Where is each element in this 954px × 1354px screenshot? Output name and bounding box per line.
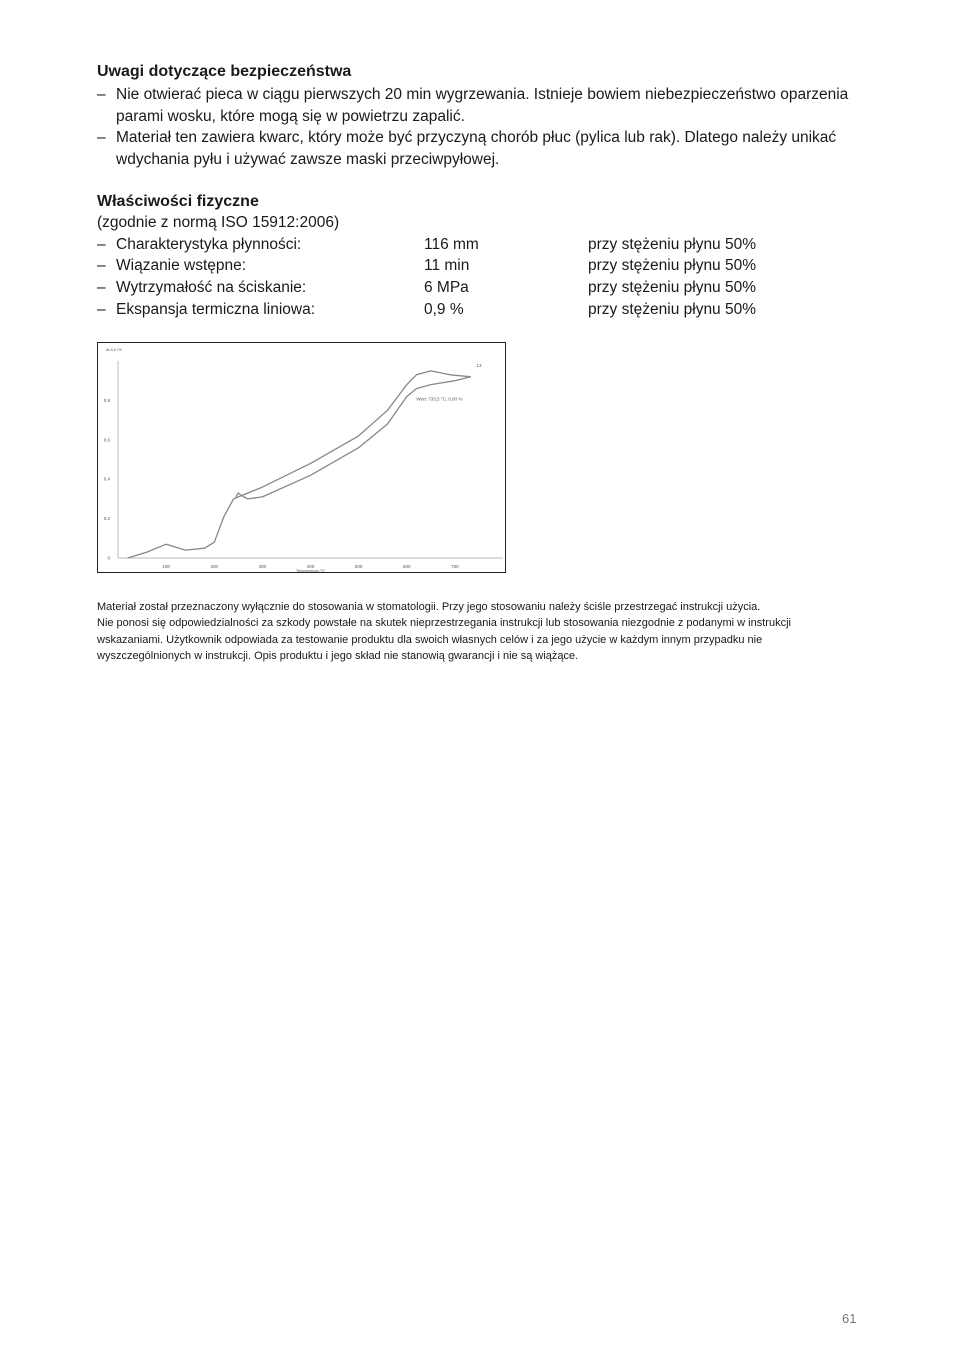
property-name: Ekspansja termiczna liniowa: — [116, 301, 316, 318]
property-condition: przy stężeniu płynu 50% — [588, 236, 757, 253]
disclaimer — [97, 599, 857, 664]
y-tick-label: 0.8 — [103, 397, 110, 403]
page-number: 61 — [842, 1311, 857, 1326]
chart-canvas — [98, 343, 505, 572]
x-tick-label: 100 — [162, 564, 170, 569]
x-tick-label: 300 — [258, 564, 267, 569]
safety-item — [97, 84, 857, 127]
safety-heading: Uwagi dotyczące bezpieczeństwa — [97, 63, 352, 80]
safety-item-text: Materiał ten zawiera kwarc, który może być przyczyną chorób płuc (pylica lub rak). Dlatego należy unikać wdychania pyłu i używać zawsze maski przeciwpyłowej. — [116, 129, 837, 168]
property-value: 0,9 % — [424, 301, 464, 318]
property-condition: przy stężeniu płynu 50% — [588, 257, 757, 274]
x-tick-label: 200 — [210, 564, 219, 569]
y-tick-label: 0.2 — [103, 516, 110, 522]
property-condition: przy stężeniu płynu 50% — [588, 279, 757, 296]
property-condition: przy stężeniu płynu 50% — [588, 301, 757, 318]
x-tick-label: 700 — [451, 564, 459, 569]
dash-marker: – — [97, 257, 106, 274]
x-tick-label: 600 — [402, 564, 411, 569]
property-value: 116 mm — [424, 236, 479, 253]
property-name: Wiązanie wstępne: — [116, 257, 247, 274]
y-axis-label: dL/L0 /% — [106, 347, 122, 352]
safety-item-text: Nie otwierać pieca w ciągu pierwszych 20 min wygrzewania. Istnieje bowiem niebezpieczeństwo oparzenia parami wosku, które mogą się w powietrzu zapalić. — [116, 86, 849, 125]
property-value: 11 min — [424, 257, 470, 274]
y-tick-label: 0.6 — [103, 437, 110, 443]
chart-annotation: Wert: 733,5 °C, 0,93 % — [416, 396, 463, 402]
property-row — [97, 255, 797, 277]
thermal-expansion-chart — [97, 342, 506, 573]
property-name: Charakterystyka płynności: — [116, 236, 302, 253]
x-tick-label: 400 — [306, 564, 315, 569]
property-row — [97, 299, 797, 321]
property-value: 6 MPa — [424, 279, 469, 296]
disclaimer-line: Nie ponosi się odpowiedzialności za szkody powstałe na skutek nieprzestrzegania instrukcji lub stosowania niezgodnie z podanymi w instrukcji wskazaniami. Użytkownik odpowiada za testowanie produktu dla swoich własnych celów i za jego użycie w każdym innym przypadku nie wyszczególnionych w instrukcji. Opis produktu i jego skład nie stanowią gwarancji i nie są wiążące. — [97, 617, 791, 662]
disclaimer-line: Materiał został przeznaczony wyłącznie do stosowania w stomatologii. Przy jego stosowaniu należy ściśle przestrzegać instrukcji użycia. — [97, 601, 761, 613]
property-row — [97, 277, 797, 299]
y-tick-label: 0 — [107, 555, 110, 561]
properties-subtitle: (zgodnie z normą ISO 15912:2006) — [97, 214, 340, 231]
dash-marker: – — [97, 86, 106, 103]
x-axis-label: Temperatura /°C — [295, 568, 326, 572]
safety-item — [97, 127, 857, 170]
property-name: Wytrzymałość na ściskanie: — [116, 279, 307, 296]
dash-marker: – — [97, 236, 106, 253]
properties-heading: Właściwości fizyczne — [97, 193, 259, 210]
expansion-curve — [236, 377, 471, 499]
y-tick-label: 0.4 — [103, 476, 110, 482]
dash-marker: – — [97, 279, 106, 296]
property-row — [97, 234, 797, 256]
x-tick-label: 500 — [354, 564, 363, 569]
curve-end-label: 13 — [476, 362, 482, 368]
dash-marker: – — [97, 129, 106, 146]
dash-marker: – — [97, 301, 106, 318]
